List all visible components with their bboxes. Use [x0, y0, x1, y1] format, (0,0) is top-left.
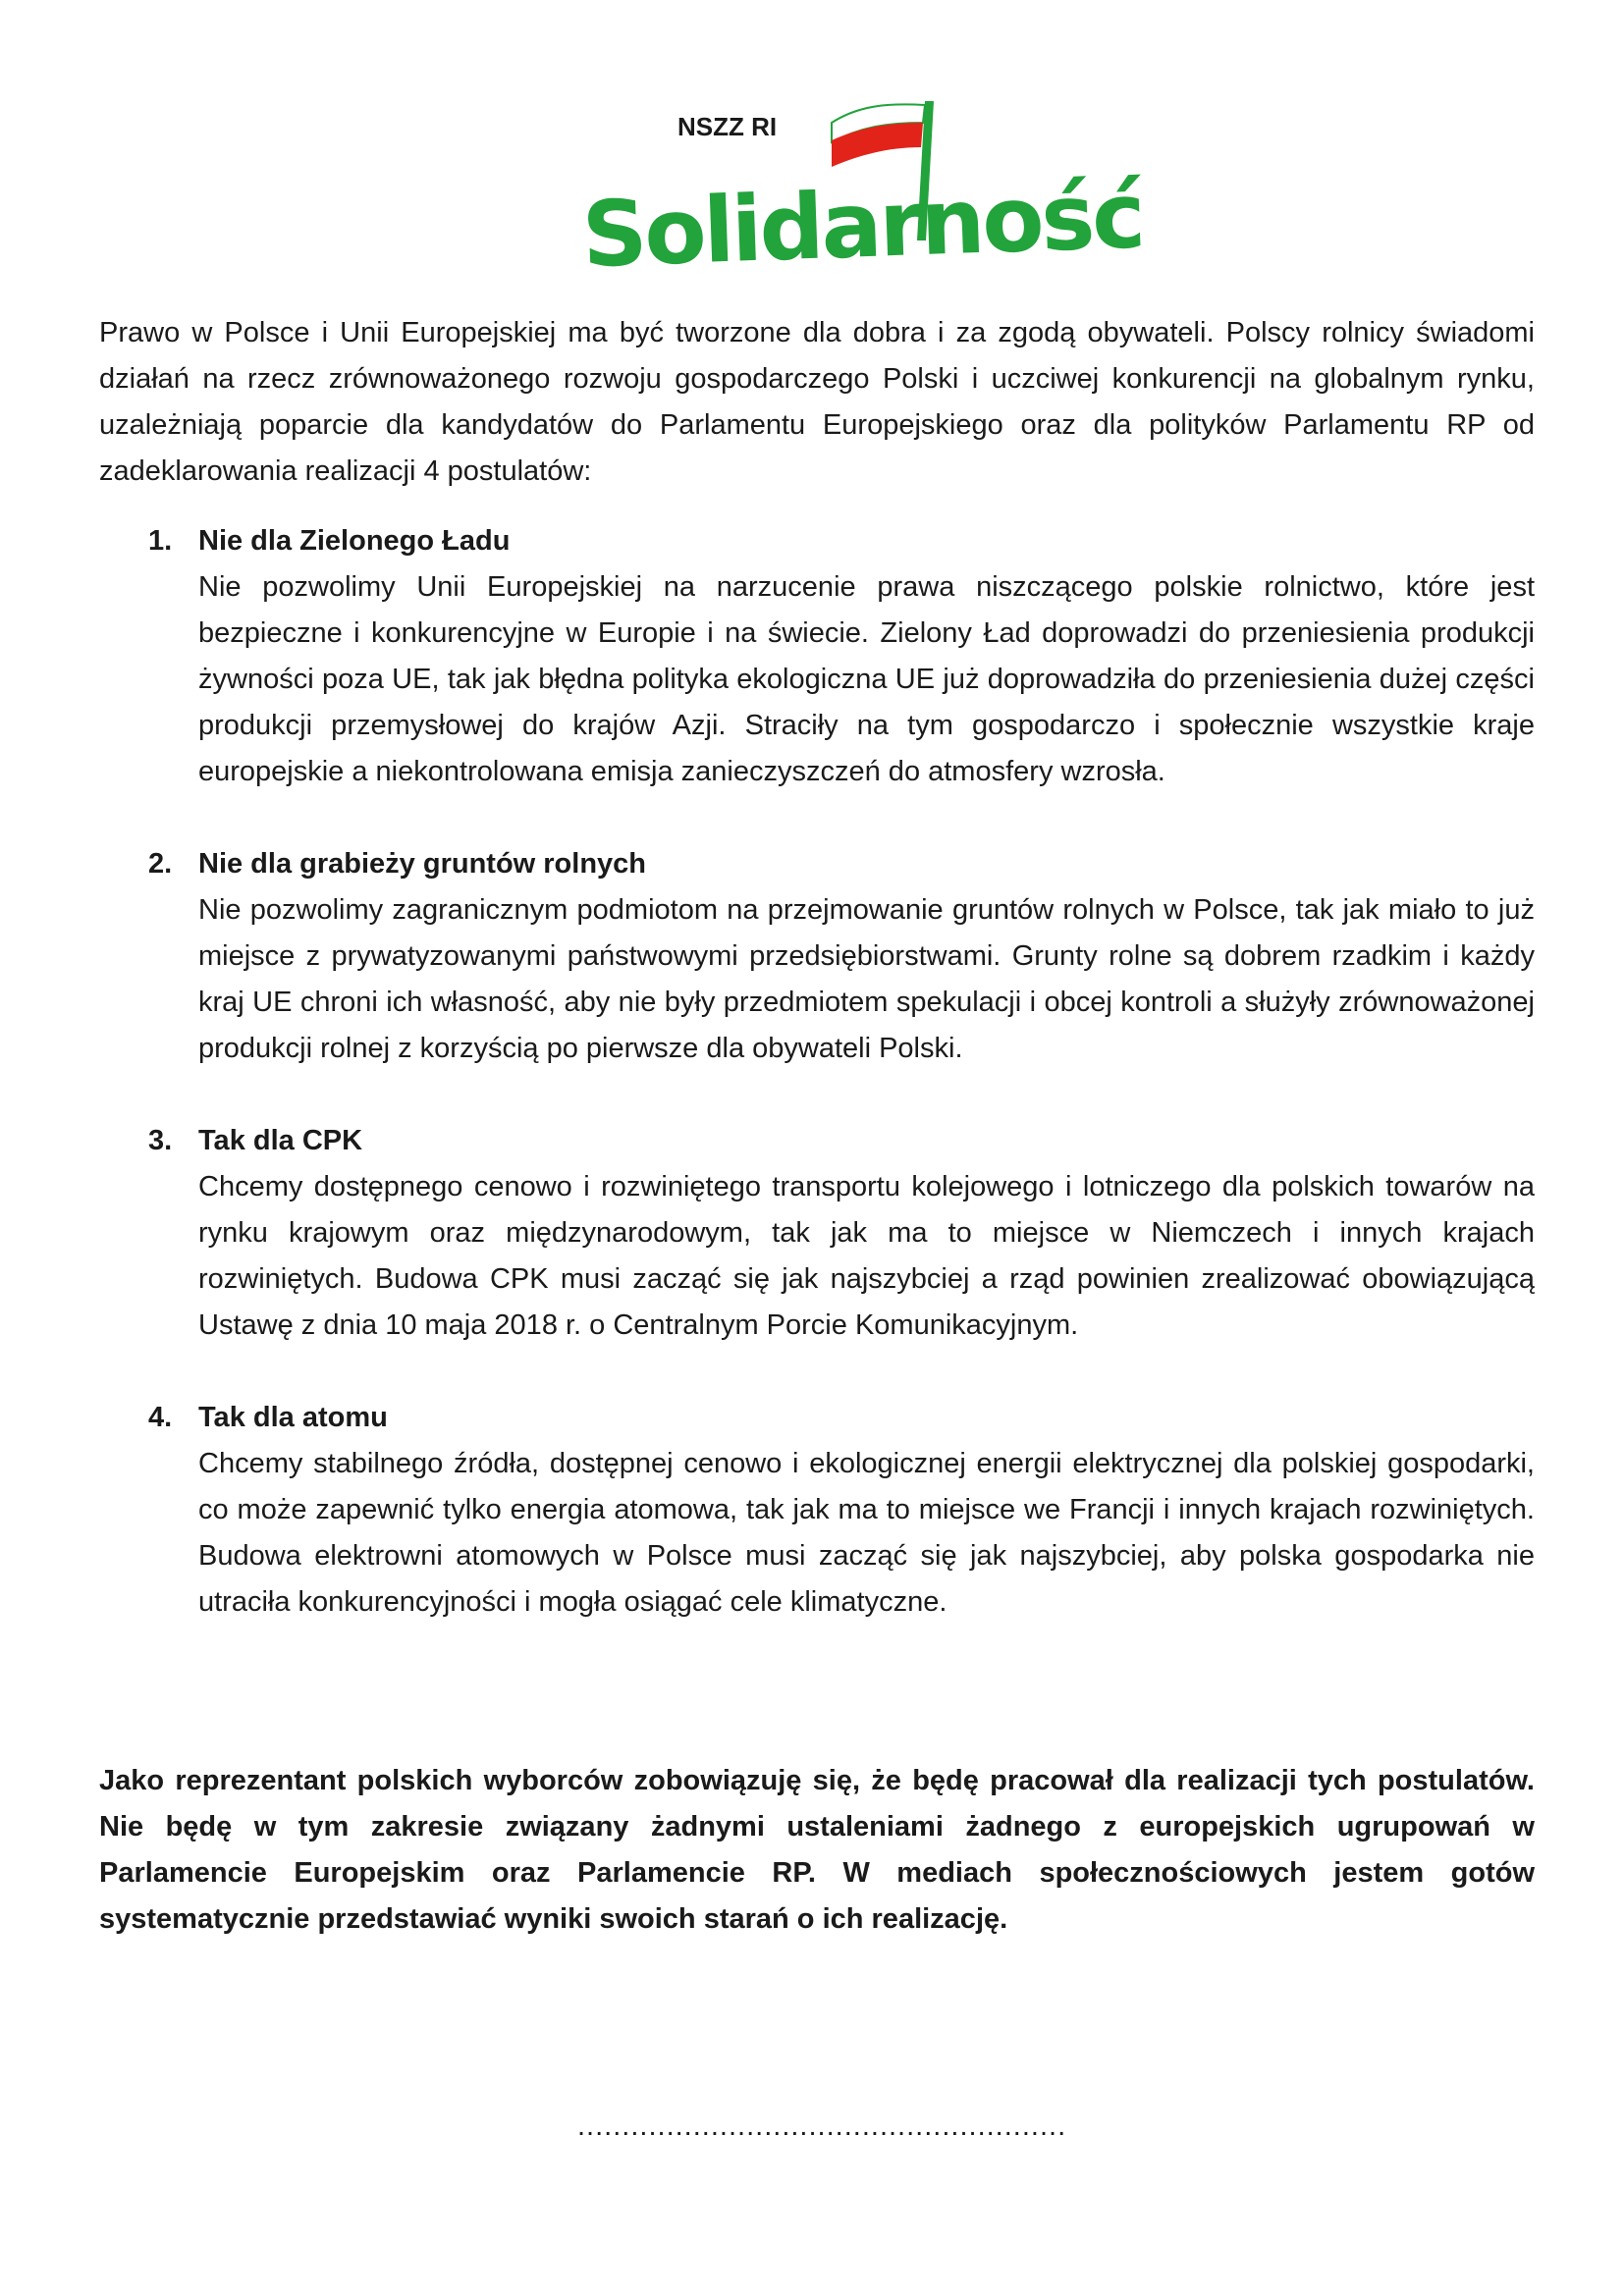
postulate-title: Nie dla Zielonego Ładu [198, 525, 511, 557]
pledge-paragraph: Jako reprezentant polskich wyborców zobowiązuję się, że będę pracował dla realizacji tych postulatów. Nie będę w tym zakresie związany żadnymi ustaleniami żadnego z europejskich ugrupowań w Parlamencie Europejskim oraz Parlamencie RP. W mediach społecznościowych jestem gotów systematycznie przedstawiać wyniki swoich starań o ich realizację. [99, 1765, 1535, 1935]
postulate-item [99, 841, 1535, 1072]
postulate-body: Nie pozwolimy Unii Europejskiej na narzucenie prawa niszczącego polskie rolnictwo, które jest bezpieczne i konkurencyjne w Europie i na świecie. Zielony Ład doprowadzi do przeniesienia produkcji żywności poza UE, tak jak błędna polityka ekologiczna UE już doprowadziła do przeniesienia dużej części produkcji przemysłowej do krajów Azji. Straciły na tym gospodarczo i społecznie wszystkie kraje europejskie a niekontrolowana emisja zanieczyszczeń do atmosfery wzrosła. [198, 571, 1535, 787]
postulate-item [99, 518, 1535, 795]
solidarnosc-logo [574, 93, 1145, 290]
postulate-item [99, 1395, 1535, 1626]
logo-wordmark: Solidarność [580, 163, 1145, 289]
solidarnosc-logo-graphic [574, 93, 1145, 290]
postulate-number: 3. [148, 1125, 173, 1156]
intro-paragraph: Prawo w Polsce i Unii Europejskiej ma być tworzone dla dobra i za zgodą obywateli. Polscy rolnicy świadomi działań na rzecz zrównoważonego rozwoju gospodarczego Polski i uczciwej konkurencji na globalnym rynku, uzależniają poparcie dla kandydatów do Parlamentu Europejskiego oraz dla polityków Parlamentu RP od zadeklarowania realizacji 4 postulatów: [99, 317, 1535, 487]
postulate-number: 1. [148, 525, 173, 557]
postulate-body: Chcemy stabilnego źródła, dostępnej cenowo i ekologicznej energii elektrycznej dla polskiej gospodarki, co może zapewnić tylko energia atomowa, tak jak ma to miejsce we Francji i innych krajach rozwiniętych. Budowa elektrowni atomowych w Polsce musi zacząć się jak najszybciej, aby polska gospodarka nie utraciła konkurencyjności i mogła osiągać cele klimatyczne. [198, 1448, 1535, 1618]
postulate-body: Chcemy dostępnego cenowo i rozwiniętego transportu kolejowego i lotniczego dla polskich towarów na rynku krajowym oraz międzynarodowym, tak jak ma to miejsce w Niemczech i innych krajach rozwiniętych. Budowa CPK musi zacząć się jak najszybciej a rząd powinien zrealizować obowiązującą Ustawę z dnia 10 maja 2018 r. o Centralnym Porcie Komunikacyjnym. [198, 1171, 1535, 1341]
postulates-list [99, 518, 1535, 1672]
postulate-title: Nie dla grabieży gruntów rolnych [198, 848, 647, 880]
logo-small-text: NSZZ RI [677, 112, 778, 141]
postulate-number: 2. [148, 848, 173, 880]
postulate-number: 4. [148, 1402, 173, 1433]
signature-line: ....................................................... [577, 2110, 1067, 2142]
postulate-title: Tak dla CPK [198, 1125, 363, 1156]
postulate-title: Tak dla atomu [198, 1402, 388, 1433]
postulate-body: Nie pozwolimy zagranicznym podmiotom na przejmowanie gruntów rolnych w Polsce, tak jak miało to już miejsce z prywatyzowanymi państwowymi przedsiębiorstwami. Grunty rolne są dobrem rzadkim i każdy kraj UE chroni ich własność, aby nie były przedmiotem spekulacji i obcej kontroli a służyły zrównoważonej produkcji rolnej z korzyścią po pierwsze dla obywateli Polski. [198, 894, 1535, 1064]
postulate-item [99, 1118, 1535, 1349]
